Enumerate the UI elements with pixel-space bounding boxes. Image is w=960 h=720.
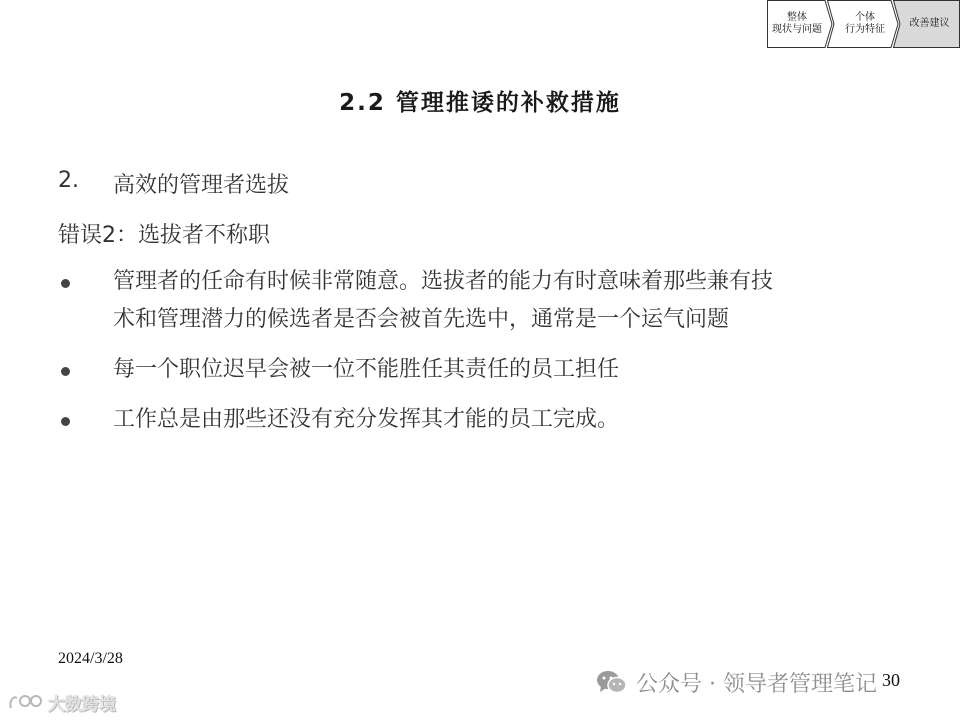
logo-text: 大数跨境 — [48, 694, 116, 715]
nav-step-overview-line2: 现状与问题 — [772, 24, 822, 35]
bullet-item-1-line1: 管理者的任命有时候非常随意。选拔者的能力有时意味着那些兼有技 — [113, 269, 774, 294]
wechat-icon — [596, 669, 628, 695]
nav-step-overview-line1: 整体 — [787, 12, 807, 23]
page-title: 2.2 管理推诿的补救措施 — [339, 90, 621, 116]
bullet-item-2: 每一个职位迟早会被一位不能胜任其责任的员工担任 — [113, 357, 620, 382]
progress-nav — [767, 0, 960, 48]
bullet-item-1-line2: 术和管理潜力的候选者是否会被首先选中，通常是一个运气问题 — [113, 307, 730, 332]
nav-step-overview[interactable] — [767, 0, 833, 48]
nav-step-improvement-label: 改善建议 — [909, 18, 950, 29]
watermark — [596, 665, 877, 699]
nav-step-behavior[interactable] — [827, 0, 899, 48]
error-heading: 错误2：选拔者不称职 — [58, 223, 270, 248]
section-heading: 高效的管理者选拔 — [113, 173, 290, 198]
bullet-dot — [61, 367, 70, 376]
footer-date: 2024/3/28 — [58, 650, 123, 667]
section-number: 2. — [58, 168, 79, 193]
bullet-dot — [61, 417, 70, 426]
bullet-dot — [61, 279, 70, 288]
watermark-text: 公众号 · 领导者管理笔记 — [636, 671, 877, 697]
page-number: 30 — [882, 670, 900, 690]
brand-logo — [8, 690, 116, 714]
logo-icon — [8, 692, 44, 712]
bullet-item-3: 工作总是由那些还没有充分发挥其才能的员工完成。 — [113, 407, 620, 432]
nav-step-improvement[interactable] — [893, 0, 960, 48]
nav-step-behavior-line1: 个体 — [855, 12, 875, 23]
nav-step-behavior-line2: 行为特征 — [845, 24, 885, 35]
